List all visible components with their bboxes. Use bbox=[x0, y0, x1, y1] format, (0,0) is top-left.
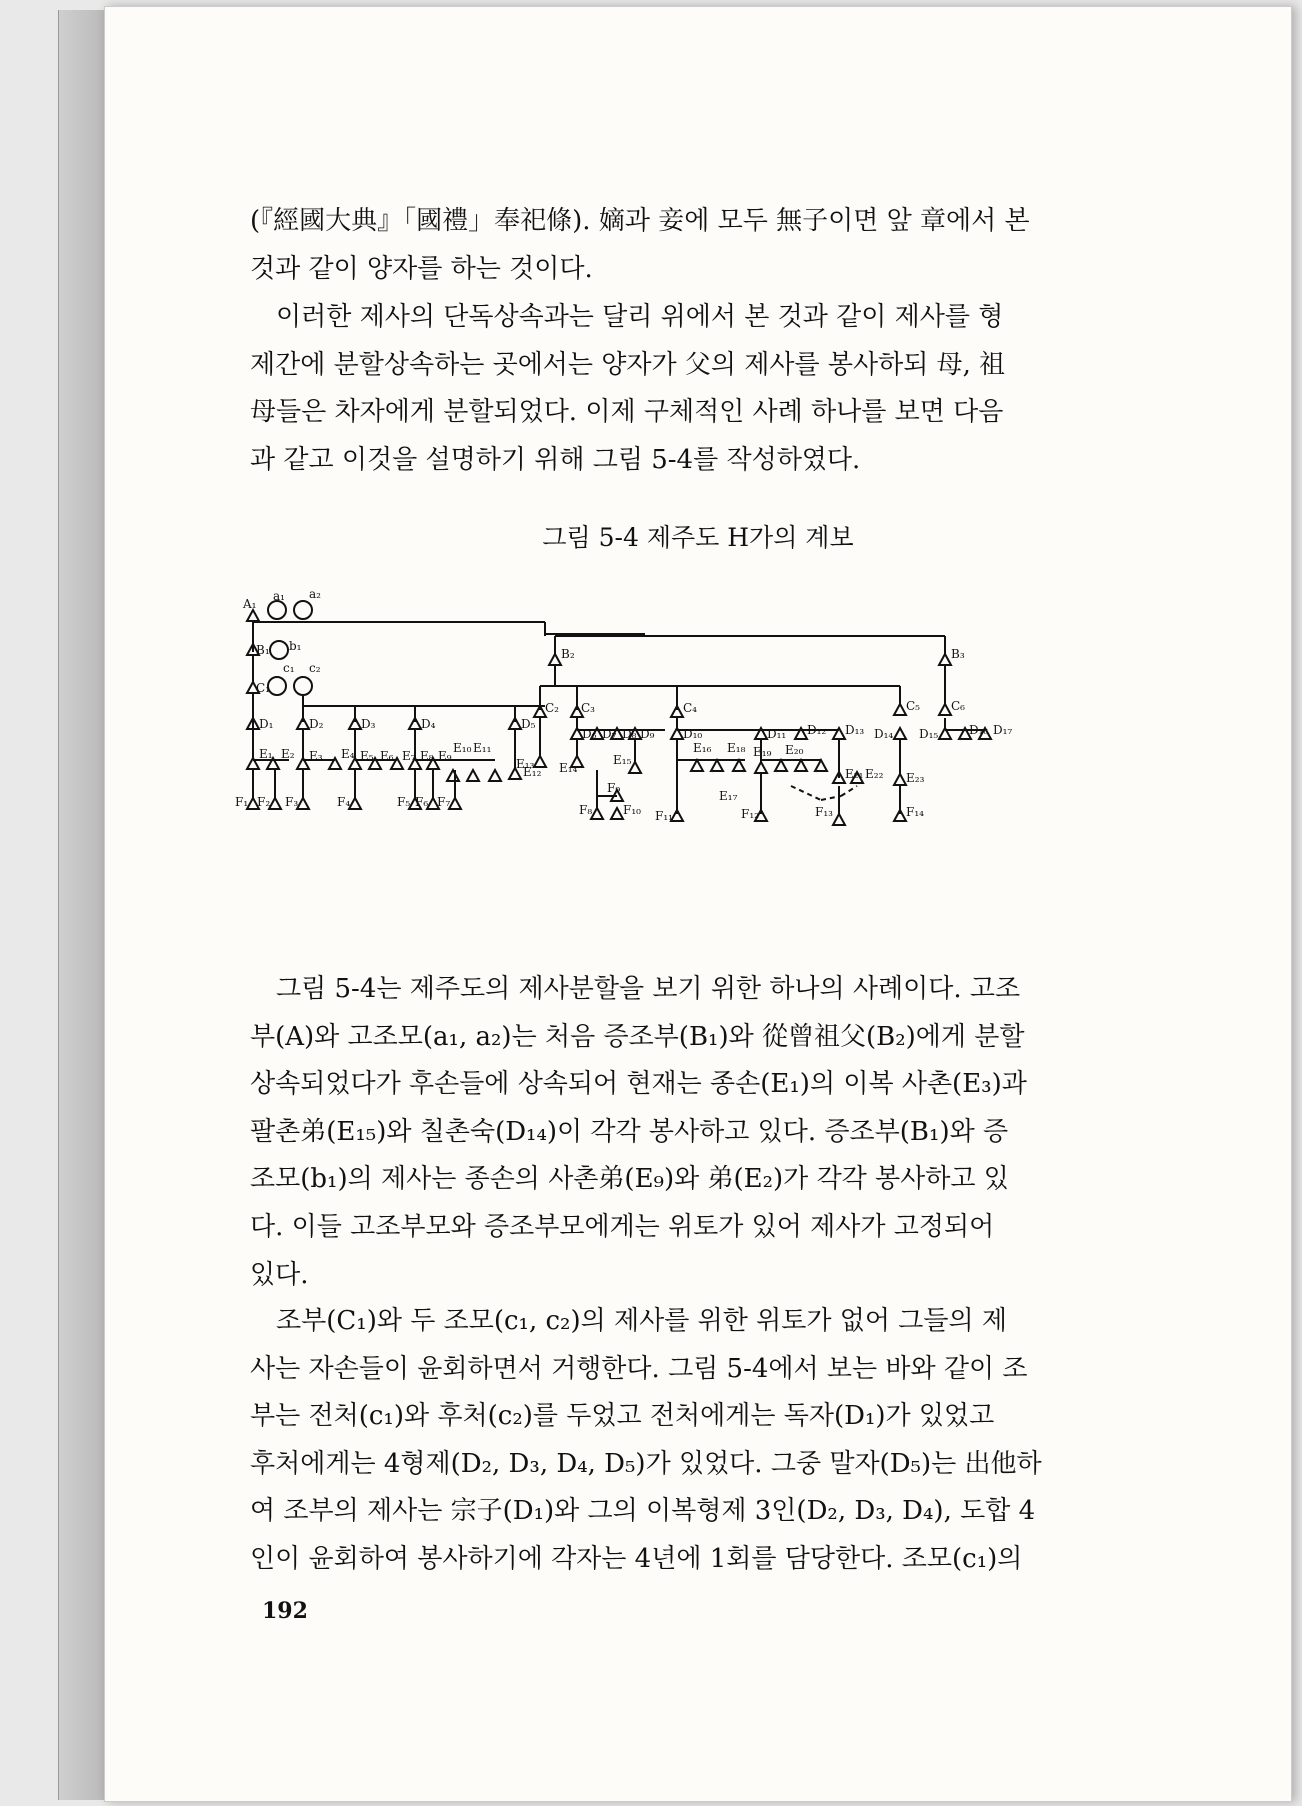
label-F12: F₁₂ bbox=[741, 807, 759, 821]
female-a1-symbol bbox=[268, 601, 286, 619]
text-line: 부(A)와 고조모(a₁, a₂)는 처음 증조부(B₁)와 從曾祖父(B₂)에게 분할 bbox=[250, 1021, 1025, 1052]
male-F13-symbol bbox=[833, 814, 845, 825]
male-C4-symbol bbox=[671, 706, 683, 717]
label-F14: F₁₄ bbox=[906, 805, 924, 819]
label-E13: E₁₃ bbox=[516, 757, 535, 771]
paragraph-4 bbox=[250, 1298, 1146, 1584]
text-line: 母들은 차자에게 분할되었다. 이제 구체적인 사례 하나를 보면 다음 bbox=[250, 397, 1004, 428]
book-spine-edge bbox=[58, 10, 109, 1800]
text-line: 이러한 제사의 단독상속과는 달리 위에서 본 것과 같이 제사를 형 bbox=[276, 302, 1004, 332]
label-E3: E₃ bbox=[309, 749, 323, 763]
label-a2: a₂ bbox=[309, 587, 321, 601]
label-D13: D₁₃ bbox=[845, 723, 865, 737]
label-E15: E₁₅ bbox=[613, 753, 632, 767]
label-E17: E₁₇ bbox=[719, 789, 738, 803]
label-E20: E₂₀ bbox=[785, 743, 804, 757]
male-C6-symbol bbox=[939, 704, 951, 715]
paragraph-3 bbox=[250, 966, 1146, 1299]
text-line: 사는 자손들이 윤회하면서 거행한다. 그림 5-4에서 보는 바와 같이 조 bbox=[250, 1353, 1028, 1384]
text-line: 다. 이들 고조부모와 증조부모에게는 위토가 있어 제사가 고정되어 bbox=[250, 1211, 995, 1242]
male--symbol bbox=[795, 760, 807, 771]
label-D6: D₆ bbox=[582, 727, 597, 741]
text-line: 부는 전처(c₁)와 후처(c₂)를 두었고 전처에게는 독자(D₁)가 있었고 bbox=[250, 1401, 995, 1432]
text-line: 조부(C₁)와 두 조모(c₁, c₂)의 제사를 위한 위토가 없어 그들의 제 bbox=[276, 1306, 1007, 1336]
label-D11: D₁₁ bbox=[767, 727, 787, 741]
label-D8: D₈ bbox=[622, 727, 637, 741]
label-E14: E₁₄ bbox=[559, 761, 578, 775]
paragraph-2 bbox=[250, 294, 1146, 484]
label-D7: D₇ bbox=[602, 727, 617, 741]
female-a2-symbol bbox=[294, 601, 312, 619]
label-F9: F₉ bbox=[607, 781, 621, 795]
male-E23-symbol bbox=[894, 774, 906, 785]
female-b1-symbol bbox=[270, 641, 288, 659]
label-D9: D₉ bbox=[640, 727, 655, 741]
text-line: 그림 5-4는 제주도의 제사분할을 보기 위한 하나의 사례이다. 고조 bbox=[276, 974, 1021, 1004]
label-c2: c₂ bbox=[309, 661, 321, 675]
label-D14: D₁₄ bbox=[874, 727, 894, 741]
label-B3: B₃ bbox=[951, 647, 965, 661]
label-A1: A₁ bbox=[243, 597, 257, 611]
label-C4: C₄ bbox=[683, 701, 697, 715]
label-C5: C₅ bbox=[906, 699, 920, 713]
label-E19: E₁₉ bbox=[753, 745, 772, 759]
figure-caption: 그림 5-4 제주도 H가의 계보 bbox=[542, 523, 854, 552]
label-B1: B₁ bbox=[256, 643, 270, 657]
label-a1: a₁ bbox=[273, 589, 285, 603]
label-D5: D₅ bbox=[521, 717, 536, 731]
text-line: 조모(b₁)의 제사는 종손의 사촌弟(E₉)와 弟(E₂)가 각각 봉사하고 있 bbox=[250, 1164, 1009, 1195]
dashed-link bbox=[791, 786, 821, 800]
label-E12: E₁₂ bbox=[523, 765, 542, 779]
male--symbol bbox=[489, 770, 501, 781]
label-E21: E₂₁ bbox=[845, 767, 864, 781]
male-B2-symbol bbox=[549, 654, 561, 665]
label-E16: E₁₆ bbox=[693, 741, 712, 755]
text-line: 것과 같이 양자를 하는 것이다. bbox=[250, 253, 593, 284]
label-E9: E₉ bbox=[438, 749, 452, 763]
label-C3: C₃ bbox=[581, 701, 595, 715]
male--symbol bbox=[711, 760, 723, 771]
male-D5-symbol bbox=[509, 718, 521, 729]
label-E8: E₈ bbox=[420, 749, 434, 763]
male--symbol bbox=[755, 762, 767, 773]
text-line: 여 조부의 제사는 宗子(D₁)와 그의 이복형제 3인(D₂, D₃, D₄), 도합 4 bbox=[250, 1496, 1036, 1527]
label-D10: D₁₀ bbox=[683, 727, 703, 741]
label-E23: E₂₃ bbox=[906, 771, 925, 785]
male-F14-symbol bbox=[894, 810, 906, 821]
label-C2: C₂ bbox=[545, 701, 559, 715]
male-C5-symbol bbox=[894, 704, 906, 715]
male-F3-symbol bbox=[297, 798, 309, 809]
label-F6: F₆ bbox=[415, 795, 429, 809]
label-E5: E₅ bbox=[360, 749, 374, 763]
label-B2: B₂ bbox=[561, 647, 575, 661]
label-c1: c₁ bbox=[283, 661, 295, 675]
label-E22: E₂₂ bbox=[865, 767, 884, 781]
label-F8: F₈ bbox=[579, 803, 593, 817]
label-F5: F₅ bbox=[397, 795, 411, 809]
genealogy-diagram bbox=[235, 587, 1165, 870]
label-D12: D₁₂ bbox=[807, 723, 827, 737]
label-F4: F₄ bbox=[337, 795, 351, 809]
text-line: 후처에게는 4형제(D₂, D₃, D₄, D₅)가 있었다. 그중 말자(D₅)는 出他하 bbox=[250, 1448, 1042, 1479]
male-F4-symbol bbox=[349, 798, 361, 809]
label-E7: E₇ bbox=[402, 749, 416, 763]
label-b1: b₁ bbox=[289, 639, 302, 653]
text-line: 인이 윤회하여 봉사하기에 각자는 4년에 1회를 담당한다. 조모(c₁)의 bbox=[250, 1543, 1023, 1574]
female-c1-symbol bbox=[268, 677, 286, 695]
male-D3-symbol bbox=[349, 718, 361, 729]
label-E11: E₁₁ bbox=[473, 741, 492, 755]
label-E1: E₁ bbox=[259, 747, 273, 761]
label-F11: F₁₁ bbox=[655, 809, 673, 823]
text-line: 과 같고 이것을 설명하기 위해 그림 5-4를 작성하였다. bbox=[250, 444, 861, 475]
male-B3-symbol bbox=[939, 654, 951, 665]
text-line: 있다. bbox=[250, 1259, 309, 1290]
label-D4: D₄ bbox=[421, 717, 436, 731]
label-F3: F₃ bbox=[285, 795, 299, 809]
male-F7-symbol bbox=[449, 798, 461, 809]
label-F2: F₂ bbox=[257, 795, 271, 809]
label-D3: D₃ bbox=[361, 717, 376, 731]
male--symbol bbox=[815, 760, 827, 771]
male--symbol bbox=[447, 770, 459, 781]
label-F13: F₁₃ bbox=[815, 805, 833, 819]
label-E10: E₁₀ bbox=[453, 741, 472, 755]
male-E20-symbol bbox=[775, 760, 787, 771]
label-E18: E₁₈ bbox=[727, 741, 746, 755]
male-F2-symbol bbox=[269, 798, 281, 809]
label-F7: F₇ bbox=[437, 795, 451, 809]
label-D15: D₁₅ bbox=[919, 727, 939, 741]
dashed-link bbox=[841, 786, 857, 796]
label-F1: F₁ bbox=[235, 795, 249, 809]
text-line: 상속되었다가 후손들에 상속되어 현재는 종손(E₁)의 이복 사촌(E₃)과 bbox=[250, 1069, 1027, 1100]
label-D17: D₁₇ bbox=[993, 723, 1013, 737]
label-E2: E₂ bbox=[281, 747, 295, 761]
paragraph-top bbox=[250, 198, 1146, 293]
male--symbol bbox=[691, 760, 703, 771]
text-line: 팔촌弟(E₁₅)와 칠촌숙(D₁₄)이 각각 봉사하고 있다. 증조부(B₁)와 증 bbox=[250, 1116, 1009, 1147]
text-line: 제간에 분할상속하는 곳에서는 양자가 父의 제사를 봉사하되 母, 祖 bbox=[250, 349, 1006, 380]
male--symbol bbox=[467, 770, 479, 781]
male--symbol bbox=[733, 760, 745, 771]
female-c2-symbol bbox=[294, 677, 312, 695]
label-E6: E₆ bbox=[380, 749, 394, 763]
label-D2: D₂ bbox=[309, 717, 324, 731]
text-line: (『經國大典』「國禮」奉祀條). 嫡과 妾에 모두 無子이면 앞 章에서 본 bbox=[250, 206, 1030, 236]
label-F10: F₁₀ bbox=[623, 803, 641, 817]
label-C1: C₁ bbox=[256, 681, 270, 695]
label-C6: C₆ bbox=[951, 699, 965, 713]
male-F10-symbol bbox=[611, 808, 623, 819]
label-D16: D₁₆ bbox=[969, 723, 989, 737]
male-D14-symbol bbox=[894, 728, 906, 739]
male-F8-symbol bbox=[591, 808, 603, 819]
male-D2-symbol bbox=[297, 718, 309, 729]
page-number: 192 bbox=[262, 1598, 308, 1624]
male-D4-symbol bbox=[409, 718, 421, 729]
label-E4: E₄ bbox=[341, 747, 355, 761]
male-A1-symbol bbox=[247, 610, 259, 621]
label-D1: D₁ bbox=[259, 717, 274, 731]
